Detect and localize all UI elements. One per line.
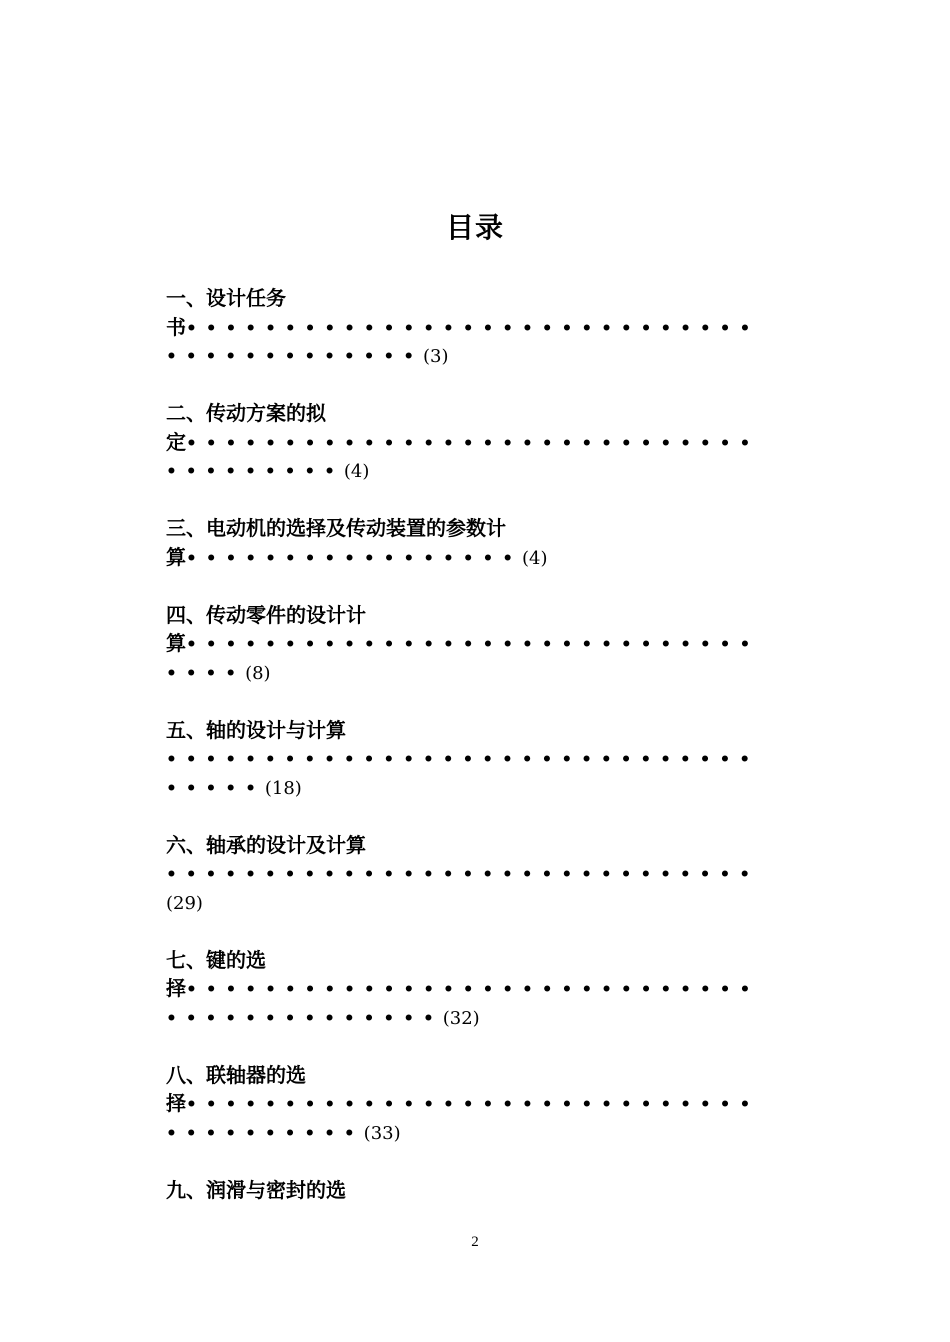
- toc-entry-leader: [166, 1089, 766, 1118]
- toc-entry[interactable]: [166, 1061, 766, 1147]
- dot-leader: •••••••••••••••••••••••••••••: [186, 635, 760, 656]
- toc-entry-title-continued: 书: [166, 314, 186, 339]
- toc-entry-leader: [166, 341, 766, 370]
- toc-entry-title: 二、传动方案的拟: [166, 401, 326, 426]
- toc-entry-title: 三、电动机的选择及传动装置的参数计: [166, 516, 506, 541]
- toc-entry-leader: [166, 859, 766, 888]
- toc-entry-leader: [166, 744, 766, 773]
- toc-entry-title-continued: 算: [166, 544, 186, 569]
- toc-entry-title-continued: 算: [166, 631, 186, 656]
- page-number: (32): [442, 1008, 480, 1030]
- toc-entry-leader: [166, 456, 766, 485]
- toc-entry-leader: [166, 773, 766, 802]
- table-of-contents: [166, 284, 766, 1234]
- page-number: (8): [245, 662, 271, 684]
- page-number: (29): [166, 893, 203, 914]
- toc-entry[interactable]: [166, 284, 766, 370]
- toc-entry-title: 四、传动零件的设计计: [166, 602, 366, 627]
- toc-entry-title: 九、润滑与密封的选: [166, 1177, 346, 1202]
- toc-entry-title: 七、键的选: [166, 947, 266, 972]
- dot-leader: •••••••••••••••••••••••••••••: [186, 433, 760, 454]
- dot-leader: ••••••••••: [166, 1124, 364, 1145]
- toc-entry[interactable]: [166, 1176, 766, 1205]
- toc-entry-leader: [166, 313, 766, 342]
- toc-entry-title: 一、设计任务: [166, 286, 286, 310]
- toc-entry-title-continued: 择: [166, 976, 186, 1001]
- toc-entry-leader: [166, 1118, 766, 1147]
- page-number: (4): [343, 461, 370, 483]
- toc-entry-leader: [166, 629, 766, 658]
- toc-entry[interactable]: [166, 946, 766, 1032]
- dot-leader: •••••••••••••••••••••••••••••: [186, 318, 760, 339]
- toc-entry-leader: [166, 974, 766, 1003]
- page-number-footer: 2: [471, 1234, 479, 1250]
- dot-leader: ••••••••••••••••••••••••••••••: [166, 750, 759, 771]
- dot-leader: •••••••••••••••••••••••••••••: [186, 980, 760, 1001]
- toc-entry[interactable]: [166, 716, 766, 802]
- toc-entry[interactable]: [166, 601, 766, 687]
- toc-entry-leader: [166, 658, 766, 687]
- dot-leader: ••••••••••••••••••••••••••••••: [166, 865, 759, 886]
- page-number: (18): [264, 777, 302, 799]
- page-number: (33): [363, 1123, 401, 1145]
- dot-leader: •••••••••••••••••••••••••••••: [186, 1095, 760, 1116]
- toc-entry[interactable]: [166, 514, 766, 571]
- toc-entry[interactable]: [166, 831, 766, 917]
- toc-entry-title: 六、轴承的设计及计算: [166, 832, 366, 857]
- page-number: (4): [522, 547, 548, 569]
- dot-leader: ••••••••••••••: [166, 1009, 443, 1030]
- toc-entry-title-continued: 择: [166, 1091, 186, 1116]
- page-title: 目录: [445, 211, 504, 244]
- toc-entry-title: 八、联轴器的选: [166, 1062, 306, 1087]
- toc-entry-title: 五、轴的设计与计算: [166, 717, 346, 742]
- toc-entry-leader: [166, 428, 766, 457]
- dot-leader: •••••••••••••••••: [186, 548, 523, 569]
- toc-entry-leader: [166, 888, 766, 917]
- toc-entry[interactable]: [166, 399, 766, 485]
- page-number: (3): [422, 346, 449, 368]
- toc-entry-title-continued: 定: [166, 429, 186, 454]
- dot-leader: •••••: [166, 778, 265, 799]
- dot-leader: ••••: [166, 663, 246, 684]
- toc-entry-leader: [166, 1003, 766, 1032]
- toc-entry-leader: [166, 543, 766, 572]
- dot-leader: •••••••••: [166, 462, 344, 483]
- dot-leader: •••••••••••••: [166, 347, 423, 368]
